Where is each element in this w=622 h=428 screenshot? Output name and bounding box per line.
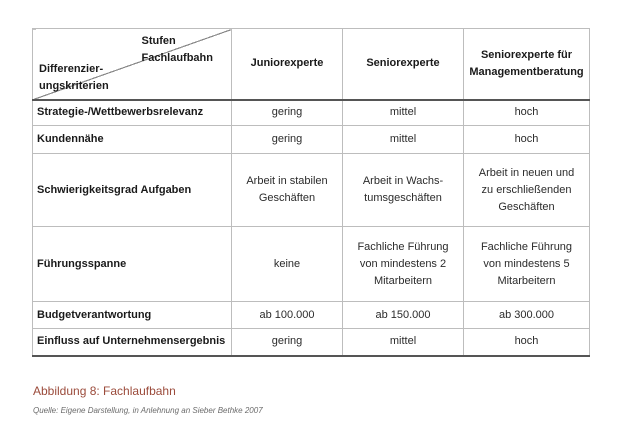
corner-top-line-1: Stufen xyxy=(141,35,176,47)
row-label: Einfluss auf Unternehmensergebnis xyxy=(33,329,232,356)
table-cell: hoch xyxy=(464,329,590,356)
table-cell: gering xyxy=(232,126,343,154)
corner-stufen-label xyxy=(141,33,213,67)
table-row xyxy=(33,227,590,302)
table-cell: mittel xyxy=(343,126,464,154)
row-label: Strategie-/Wettbewerbsrelevanz xyxy=(33,100,232,126)
table-cell: mittel xyxy=(343,100,464,126)
fachlaufbahn-table xyxy=(32,28,590,357)
table-cell: Arbeit in stabilen Geschäften xyxy=(232,154,343,227)
corner-top-line-2: Fachlaufbahn xyxy=(141,52,213,64)
table-cell: hoch xyxy=(464,126,590,154)
row-label: Schwierigkeitsgrad Aufgaben xyxy=(33,154,232,227)
figure-source: Quelle: Eigene Darstellung, in Anlehnung an Sieber Bethke 2007 xyxy=(33,406,263,415)
header-row xyxy=(33,29,590,100)
table-row xyxy=(33,302,590,329)
corner-kriterien-label xyxy=(39,61,109,95)
corner-header-cell xyxy=(33,29,232,100)
table-cell: keine xyxy=(232,227,343,302)
column-header-seniorexperte-management: Seniorexperte für Managementberatung xyxy=(464,29,590,100)
table-row xyxy=(33,329,590,356)
table-cell: Arbeit in neuen und zu erschließenden Geschäften xyxy=(464,154,590,227)
table-cell: hoch xyxy=(464,100,590,126)
figure-caption: Abbildung 8: Fachlaufbahn xyxy=(33,384,176,398)
table-cell: Fachliche Führung von mindestens 5 Mitarbeitern xyxy=(464,227,590,302)
row-label: Kundennähe xyxy=(33,126,232,154)
column-header-seniorexperte: Seniorexperte xyxy=(343,29,464,100)
column-header-juniorexperte: Juniorexperte xyxy=(232,29,343,100)
table-row xyxy=(33,126,590,154)
table-cell: ab 150.000 xyxy=(343,302,464,329)
row-label: Budgetverantwortung xyxy=(33,302,232,329)
table-cell: ab 300.000 xyxy=(464,302,590,329)
row-label: Führungsspanne xyxy=(33,227,232,302)
corner-bottom-line-2: ungskriterien xyxy=(39,79,109,92)
table-row xyxy=(33,154,590,227)
corner-bottom-line-1: Differenzier- xyxy=(39,62,104,75)
table-row xyxy=(33,100,590,126)
table-cell: gering xyxy=(232,100,343,126)
table-cell: mittel xyxy=(343,329,464,356)
table-cell: gering xyxy=(232,329,343,356)
table-cell: ab 100.000 xyxy=(232,302,343,329)
table-cell: Arbeit in Wachs- tumsgeschäften xyxy=(343,154,464,227)
table-cell: Fachliche Führung von mindestens 2 Mitarbeitern xyxy=(343,227,464,302)
